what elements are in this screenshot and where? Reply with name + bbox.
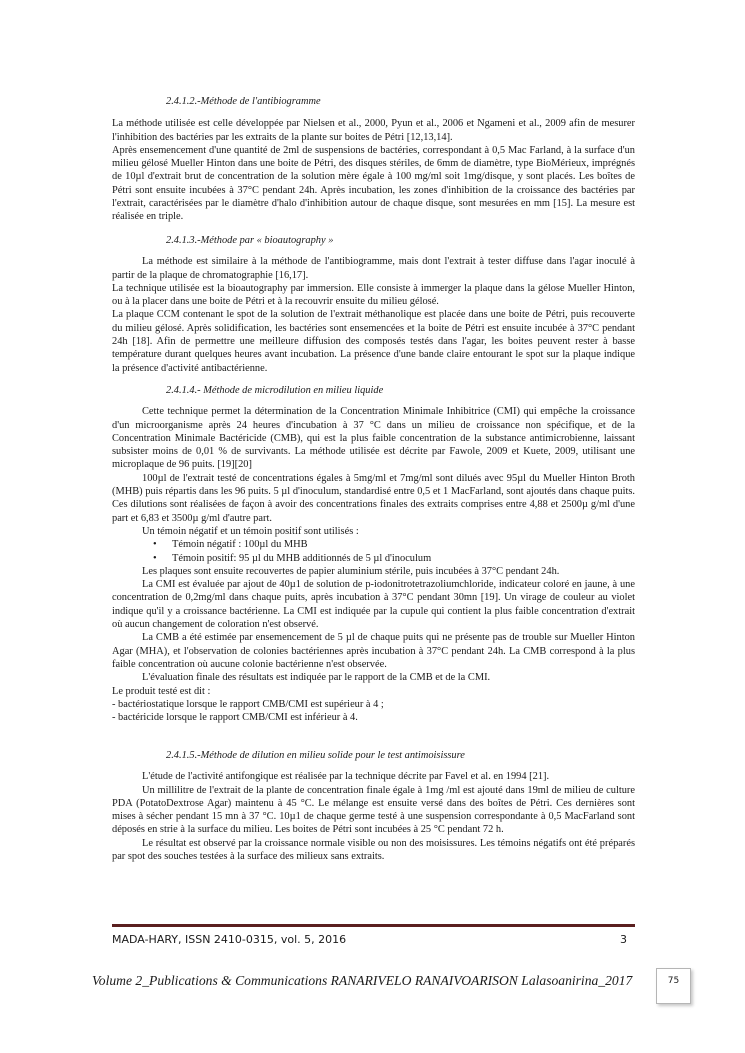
bullet-item: • Témoin négatif : 100µl du MHB <box>153 539 308 551</box>
heading-antimoisissure: 2.4.1.5.-Méthode de dilution en milieu solide pour le test antimoisissure <box>166 750 465 761</box>
bullet-marker: • <box>153 539 157 551</box>
paragraph: L'évaluation finale des résultats est indiquée par le rapport de la CMB et de la CMI. <box>142 672 491 684</box>
list-line: - bactériostatique lorsque le rapport CMB/CMI est supérieur à 4 ; <box>112 698 384 710</box>
footer-rule <box>112 924 635 927</box>
heading-bioautography: 2.4.1.3.-Méthode par « bioautography » <box>166 235 334 246</box>
heading-microdilution: 2.4.1.4.- Méthode de microdilution en milieu liquide <box>166 385 384 396</box>
paragraph: Cette technique permet la détermination de la Concentration Minimale Inhibitrice (CMI) qui empêche la croissance d'un microorganisme après 24 heures d'incubation à 37 °C dans un milieu de croissance non spécifique, et de la Concentration Minimale Bactéricide (CMB), qui est la plus faible concentration de la substance antimicrobienne, laissant subsister moins de 0,01 % de survivants. La méthode utilisée est décrite par Fawole, 2009 et Kuete, 2009, utilisant une microplaque de 96 puits. [19][20] <box>112 406 635 471</box>
page-number-box: 75 <box>656 968 691 1004</box>
section-microdilution <box>112 384 635 724</box>
paragraph: Le produit testé est dit : <box>112 685 211 697</box>
bullet-marker: • <box>153 552 157 564</box>
paragraph: La technique utilisée est la bioautography par immersion. Elle consiste à immerger la plaque dans la gélose Mueller Hinton, ou à la placer dans une boite de Pétri et à la recouvrir ensuite du milieu gélosé. <box>112 282 635 308</box>
paragraph: La méthode est similaire à la méthode de l'antibiogramme, mais dont l'extrait à tester diffuse dans l'agar inoculé à partir de la plaque de chromatographie [16,17]. <box>112 256 635 281</box>
list-line: - bactéricide lorsque le rapport CMB/CMI est inférieur à 4. <box>112 712 358 724</box>
paragraph: 100µl de l'extrait testé de concentrations égales à 5mg/ml et 7mg/ml sont dilués avec 95µl du Mueller Hinton Broth (MHB) puis répartis dans les 96 puits. 5 µl d'inoculum, standardisé entre 0,5 et 1 MacFarland, sont ajoutés dans chaque puits. Ces dilutions sont réalisées de façon à avoir des concentrations finales des extraits comprises entre 4,88 et 2500µ g/ml d'une part et 6,83 et 3500µ g/ml d'autre part. <box>112 472 635 524</box>
paragraph: Les plaques sont ensuite recouvertes de papier aluminium stérile, puis incubées à 37°C pendant 24h. <box>142 565 560 577</box>
paragraph: Un témoin négatif et un témoin positif sont utilisés : <box>142 525 359 537</box>
journal-footer <box>112 933 635 946</box>
bullet-item: • Témoin positif: 95 µl du MHB additionnés de 5 µl d'inoculum <box>153 552 432 564</box>
paragraph: Après ensemencement d'une quantité de 2ml de suspensions de bactéries, correspondant à 0,5 Mac Farland, à la surface d'un milieu gélosé Mueller Hinton dans une boite de Pétri, des disques stériles, de 6mm de diamètre, type BioMérieux, imprégnés de 10µl d'extrait brut de concentration de la solution mère égale à 100 mg/ml soit 1mg/disque, y sont placés. Les boîtes de Pétri sont ensuite incubées à 37°C pendant 24h. Après incubation, les zones d'inhibition de la croissance des bactéries par l'extrait, caractérisées par le diamètre d'halo d'inhibition autour de chaque disque, sont mesurées en mm [15]. La mesure est réalisée en triple. <box>112 144 635 223</box>
paragraph: Le résultat est observé par la croissance normale visible ou non des moisissures. Les témoins négatifs ont été préparés par spot des souches testées à la surface des milieux sans extraits. <box>112 837 635 863</box>
heading-antibiogramme: 2.4.1.2.-Méthode de l'antibiogramme <box>166 96 321 107</box>
paragraph: L'étude de l'activité antifongique est réalisée par la technique décrite par Favel et al. en 1994 [21]. <box>142 771 550 783</box>
section-bioautography <box>112 234 635 375</box>
section-antimoisissure <box>112 749 635 863</box>
paragraph: Un millilitre de l'extrait de la plante de concentration finale égale à 1mg /ml est ajouté dans 19ml de milieu de culture PDA (PotatoDextrose Agar) maintenu à 45 °C. Le mélange est ensuite versé dans des boîtes de Pétri. Ces dernières sont mises à sécher pendant 15 mn à 37 °C. 10µ1 de chaque germe testé à une suspension correspondante à 0,5 MacFarland sont déposés en strie à la surface du milieu. Les boites de Pétri sont incubées à 25 °C pendant 72 h. <box>112 784 635 836</box>
volume-line: Volume 2_Publications & Communications RANARIVELO RANAIVOARISON Lalasoanirina_2017 <box>92 973 633 988</box>
paragraph: La méthode utilisée est celle développée par Nielsen et al., 2000, Pyun et al., 2006 et Ngameni et al., 2009 afin de mesurer l'inhibition des bactéries par les extraits de la plante sur boites de Pétri [12,13,14]. <box>112 118 635 143</box>
paragraph: La plaque CCM contenant le spot de la solution de l'extrait méthanolique est placée dans une boite de Pétri, puis recouverte du milieu gélosé. Après solidification, les bactéries sont ensemencées et la boite de Pétri est ensuite incubée à 37°C pendant 24h [18]. Afin de permettre une meilleure diffusion des composés testés dans l'agar, les boites peuvent rester à basse température durant quelques heures avant incubation. La présence d'une bande claire entourant le spot sur la plaque indique la présence d'activité antibactérienne. <box>112 309 635 374</box>
journal-reference: MADA-HARY, ISSN 2410-0315, vol. 5, 2016 <box>112 933 347 946</box>
section-antibiogramme <box>112 95 635 224</box>
paragraph: La CMB a été estimée par ensemencement de 5 µl de chaque puits qui ne présente pas de trouble sur Mueller Hinton Agar (MHA), et l'observation de colonies bactériennes après incubation à 37°C pendant 24h. La CMB correspond à la plus faible concentration où aucune colonie bactérienne n'est observée. <box>112 632 635 670</box>
page-number: 3 <box>620 933 627 946</box>
paragraph: La CMI est évaluée par ajout de 40µ1 de solution de p-iodonitrotetrazoliumchloride, indicateur coloré en jaune, à une concentration de 0,2mg/ml dans chaque puits, après incubation à 37°C pendant 30mn [19]. Un virage de couleur au violet indique qu'il y a croissance bactérienne. La CMI est indiquée par la cupule qui contient la plus faible concentration d'extrait où aucun changement de coloration n'est observé. <box>112 579 635 631</box>
